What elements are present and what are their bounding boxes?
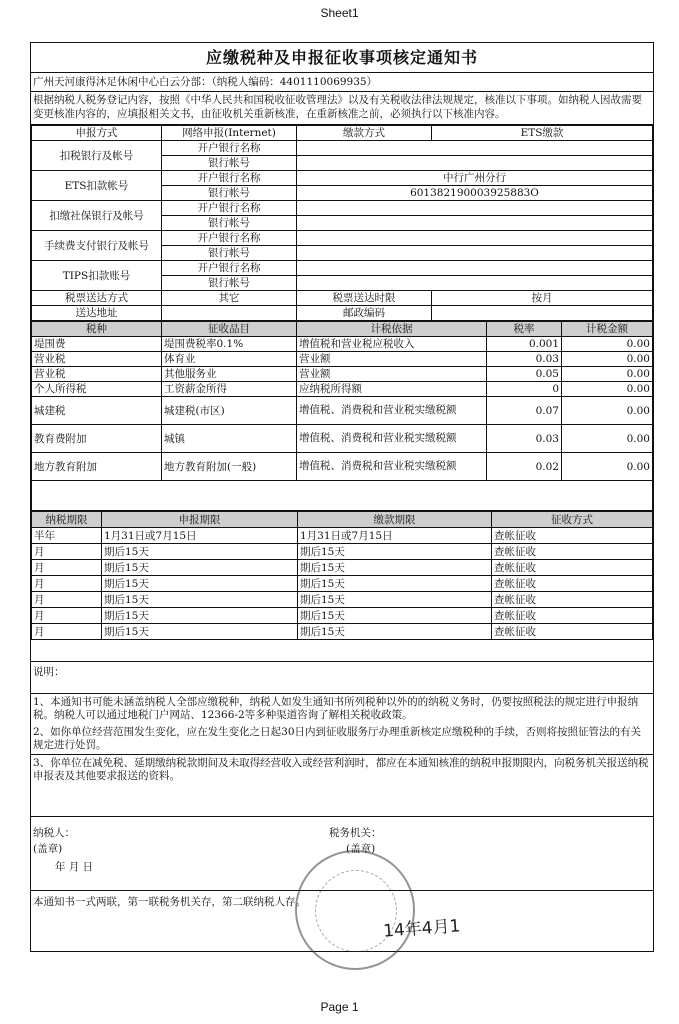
note-1: 1、本通知书可能未涵盖纳税人全部应缴税种，纳税人如发生通知书所列税种以外的的纳税义务时，仍要按照税法的规定进行申报纳税。纳税人可以通过地税门户网站、12366-2等多种渠道咨询了解相关税收政策。: [33, 696, 639, 721]
tips-label: TIPS扣款账号: [32, 261, 162, 291]
period-row: 月 期后15天 期后15天 查帐征收: [32, 544, 653, 560]
bank-account-label: 银行帐号: [162, 156, 297, 171]
page-label: Page 1: [320, 1000, 359, 1014]
official-seal-stamp: [295, 850, 415, 970]
tax-row: 营业税 体育业 营业额 0.03 0.00: [32, 352, 653, 367]
note-2: 2、如你单位经营范围发生变化，应在发生变化之日起30日内到征收服务厅办理重新核定应缴税种的手续，否则将按照征管法的有关规定进行处罚。: [31, 724, 653, 755]
tax-row: 堤围费 堤围费税率0.1% 增值税和营业税应税收入 0.001 0.00: [32, 337, 653, 352]
bank-name-label: 开户银行名称: [162, 231, 297, 246]
period-row: 月 期后15天 期后15天 查帐征收: [32, 576, 653, 592]
tax-row: 个人所得税 工资薪金所得 应纳税所得额 0 0.00: [32, 382, 653, 397]
taxpayer-line: 广州天河康得沐足休闲中心白云分部：（纳税人编码：4401110069935）: [31, 73, 653, 92]
social-bank-label: 扣缴社保银行及帐号: [32, 201, 162, 231]
delivery-method-label: 税票送达方式: [32, 291, 162, 306]
tax-row: 城建税 城建税(市区) 增值税、消费税和营业税实缴税额 0.07 0.00: [32, 397, 653, 425]
footer-note: 本通知书一式两联，第一联税务机关存，第二联纳税人存。: [33, 896, 306, 908]
tax-header-rate: 税率: [487, 322, 562, 337]
tax-office-label: 税务机关：: [329, 827, 382, 839]
explain-label: 说明：: [31, 662, 653, 694]
bank-name-label: 开户银行名称: [162, 171, 297, 186]
ets-bank-name: 中行广州分行: [297, 171, 653, 186]
registration-info-table: [31, 125, 653, 321]
period-header-declare: 申报期限: [102, 512, 298, 528]
period-header-term: 纳税期限: [32, 512, 102, 528]
postcode-label: 邮政编码: [297, 306, 432, 321]
fee-bank-label: 手续费支付银行及帐号: [32, 231, 162, 261]
declare-method-label: 申报方式: [32, 126, 162, 141]
declare-method-value: 网络申报(Internet): [162, 126, 297, 141]
period-header-method: 征收方式: [492, 512, 653, 528]
bank-account-label: 银行帐号: [162, 246, 297, 261]
bank-name-label: 开户银行名称: [162, 201, 297, 216]
ets-bank-account: 601382190003925883O: [297, 186, 653, 201]
delivery-time-value: 按月: [432, 291, 653, 306]
document-title: 应缴税种及申报征收事项核定通知书: [31, 43, 653, 73]
date-label: 年 月 日: [55, 861, 94, 873]
note-3: 3、你单位在减免税、延期缴纳税款期间及未取得经营收入或经营利润时，都应在本通知核准的纳税申报期限内，向税务机关报送纳税申报表及其他要求报送的资料。: [31, 755, 653, 817]
tax-header-tax: 税种: [32, 322, 162, 337]
period-header-pay: 缴款期限: [298, 512, 492, 528]
taxpayer-seal-label: (盖章): [33, 843, 63, 855]
tax-table-header: [32, 322, 653, 337]
taxpayer-sign-label: 纳税人：: [33, 827, 75, 839]
withhold-bank-label: 扣税银行及帐号: [32, 141, 162, 171]
period-row: 月 期后15天 期后15天 查帐征收: [32, 560, 653, 576]
bank-name-label: 开户银行名称: [162, 261, 297, 276]
bank-account-label: 银行帐号: [162, 216, 297, 231]
tax-header-amount: 计税金额: [562, 322, 653, 337]
delivery-time-label: 税票送达时限: [297, 291, 432, 306]
period-table-header: [32, 512, 653, 528]
bank-account-label: 银行帐号: [162, 276, 297, 291]
delivery-method-value: 其它: [162, 291, 297, 306]
bank-name-label: 开户银行名称: [162, 141, 297, 156]
notice-document: [30, 42, 654, 952]
tax-row: 营业税 其他服务业 营业额 0.05 0.00: [32, 367, 653, 382]
handwritten-date: 14年4月1: [382, 916, 462, 942]
ets-label: ETS扣款帐号: [32, 171, 162, 201]
tax-office-seal-label: (盖章): [346, 843, 376, 855]
intro-paragraph: 根据纳税人税务登记内容，按照《中华人民共和国税收征收管理法》以及有关税收法律法规规定，核准以下事项。如纳税人因故需要变更核准内容的，应填报相关文书，由征收机关重新核准，在重新核准之前，必须执行以下核准内容。: [31, 92, 653, 125]
tax-header-basis: 计税依据: [297, 322, 487, 337]
address-label: 送达地址: [32, 306, 162, 321]
period-row: 月 期后15天 期后15天 查帐征收: [32, 624, 653, 640]
period-row: 月 期后15天 期后15天 查帐征收: [32, 592, 653, 608]
pay-method-value: ETS缴款: [432, 126, 653, 141]
tax-row: 地方教育附加 地方教育附加(一般) 增值税、消费税和营业税实缴税额 0.02 0.00: [32, 453, 653, 481]
notes-section: [31, 640, 653, 817]
period-table: [31, 511, 653, 640]
tax-table: [31, 321, 653, 511]
bank-account-label: 银行帐号: [162, 186, 297, 201]
tax-header-item: 征收品目: [162, 322, 297, 337]
sheet-label: Sheet1: [320, 6, 359, 20]
period-row: 月 期后15天 期后15天 查帐征收: [32, 608, 653, 624]
tax-row: 教育费附加 城镇 增值税、消费税和营业税实缴税额 0.03 0.00: [32, 425, 653, 453]
pay-method-label: 缴款方式: [297, 126, 432, 141]
period-row: 半年 1月31日或7月15日 1月31日或7月15日 查帐征收: [32, 528, 653, 544]
